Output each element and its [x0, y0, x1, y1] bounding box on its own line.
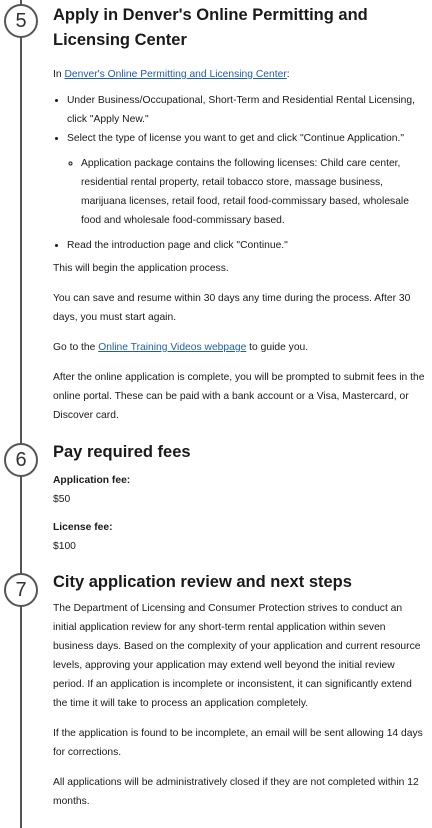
step-7-title: City application review and next steps	[53, 573, 352, 591]
license-fee-value: $100	[53, 541, 76, 552]
step-5-paragraph: This will begin the application process.	[53, 263, 229, 274]
intro-prefix: In	[53, 69, 65, 80]
step-7-section	[53, 570, 425, 811]
step-5-intro	[53, 65, 425, 84]
step-number-badge: 5	[4, 4, 38, 38]
step-6-title: Pay required fees	[53, 443, 191, 461]
license-fee-label: License fee:	[53, 522, 113, 533]
sub-bullet-list	[67, 154, 425, 230]
step-5-paragraph: You can save and resume within 30 days any time during the process. After 30 days, you must start again.	[53, 293, 411, 323]
step-number-badge: 7	[4, 573, 38, 607]
step-7-paragraph: All applications will be administratively closed if they are not completed within 12 months.	[53, 777, 419, 807]
intro-suffix: :	[286, 69, 290, 80]
list-item: • Under Business/Occupational, Short-Term and Residential Rental Licensing, click "Apply New."	[67, 91, 425, 129]
step-7-paragraph: The Department of Licensing and Consumer Protection strives to conduct an initial application review for any short-term rental application within seven business days. Based on the complexity of your application and current resource levels, approving your application may extend well beyond the initial review period. If an application is incomplete or inconsistent, it can significantly extend the time it will take to process an application completely.	[53, 603, 421, 709]
training-suffix: to guide you.	[246, 342, 309, 353]
step-5-paragraph: After the online application is complete, you will be prompted to submit fees in the online portal. These can be paid with a bank account or a Visa, Mastercard, or Discover card.	[53, 372, 425, 421]
list-item	[67, 129, 425, 230]
training-prefix: Go to the	[53, 342, 99, 353]
step-6-section	[53, 440, 425, 556]
list-item: • Read the introduction page and click "Continue."	[67, 236, 425, 255]
step-5-title: Apply in Denver's Online Permitting and Licensing Center	[53, 6, 368, 49]
application-fee-label: Application fee:	[53, 475, 131, 486]
step-5-section	[53, 3, 425, 425]
sub-list-item: ◦ Application package contains the following licenses: Child care center, residential rental property, retail tobacco store, massage business, marijuana licenses, retail food, retail food-commissary based, wholesale food and wholesale food-commissary based.	[81, 154, 425, 230]
application-fee-value: $50	[53, 494, 71, 505]
step-5-training-paragraph	[53, 338, 425, 357]
online-permitting-link[interactable]: Denver's Online Permitting and Licensing Center	[64, 69, 287, 80]
timeline-line	[20, 0, 22, 828]
list-item-text: Select the type of license you want to get and click "Continue Application."	[67, 133, 405, 144]
step-7-paragraph: If the application is found to be incomplete, an email will be sent allowing 14 days for corrections.	[53, 728, 423, 758]
step-number-badge: 6	[4, 443, 38, 477]
training-videos-link[interactable]: Online Training Videos webpage	[98, 342, 247, 353]
step-5-bullet-list	[53, 91, 425, 255]
